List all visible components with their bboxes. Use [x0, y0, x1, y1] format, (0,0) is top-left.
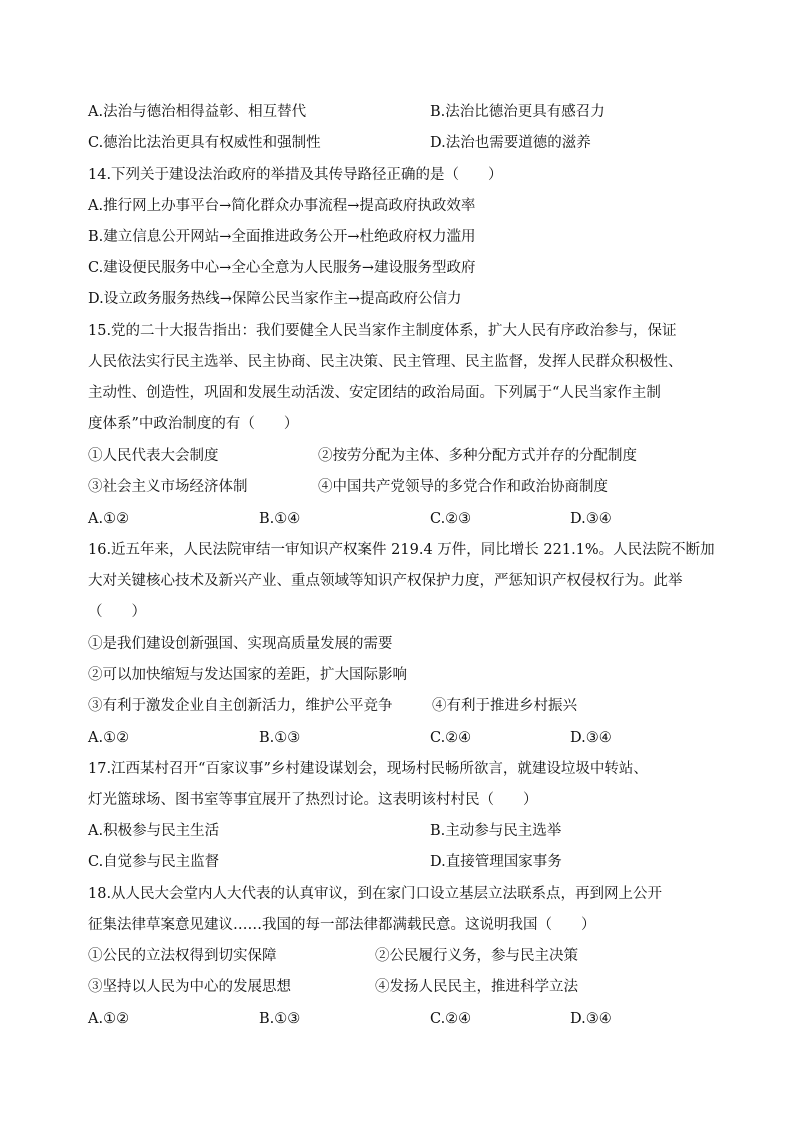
q15-option-c: C.②③ [430, 511, 472, 527]
q16-option-a: A.①② [88, 730, 130, 746]
q16-stem-line: 16.近五年来，人民法院审结一审知识产权案件 219.4 万件，同比增长 221.1%。人民法院不断加 [88, 542, 715, 558]
q15-stem-line: 主动性、创造性，巩固和发展生动活泼、安定团结的政治局面。下列属于“人民当家作主制 [88, 385, 661, 401]
q17-option-b: B.主动参与民主选举 [430, 823, 562, 839]
q15-item-1: ①人民代表大会制度 [88, 448, 219, 464]
q15-option-b: B.①④ [259, 511, 301, 527]
q15-item-2: ②按劳分配为主体、多种分配方式并存的分配制度 [318, 448, 637, 464]
q16-item-3: ③有利于激发企业自主创新活力，维护公平竞争 [88, 698, 393, 714]
q18-item-4: ④发扬人民民主，推进科学立法 [375, 979, 578, 995]
q16-item-2: ②可以加快缩短与发达国家的差距，扩大国际影响 [88, 667, 407, 683]
q17-option-c: C.自觉参与民主监督 [88, 854, 220, 870]
q18-stem-line: 征集法律草案意见建议……我国的每一部法律都满载民意。这说明我国（ ） [88, 917, 596, 933]
q18-option-d: D.③④ [570, 1011, 612, 1027]
q18-option-c: C.②④ [430, 1011, 472, 1027]
q15-option-a: A.①② [88, 511, 130, 527]
q15-item-4: ④中国共产党领导的多党合作和政治协商制度 [318, 479, 608, 495]
q16-stem-line: （ ） [88, 604, 146, 620]
q18-item-3: ③坚持以人民为中心的发展思想 [88, 979, 291, 995]
q13-option-b: B.法治比德治更具有感召力 [430, 104, 605, 120]
q15-option-d: D.③④ [570, 511, 612, 527]
q14-stem: 14.下列关于建设法治政府的举措及其传导路径正确的是（ ） [88, 167, 503, 183]
q18-option-b: B.①③ [259, 1011, 301, 1027]
q14-option-c: C.建设便民服务中心→全心全意为人民服务→建设服务型政府 [88, 260, 476, 276]
q16-option-b: B.①③ [259, 730, 301, 746]
q18-option-a: A.①② [88, 1011, 130, 1027]
q16-item-4: ④有利于推进乡村振兴 [432, 698, 577, 714]
q15-item-3: ③社会主义市场经济体制 [88, 479, 248, 495]
q16-option-d: D.③④ [570, 730, 612, 746]
q13-option-c: C.德治比法治更具有权威性和强制性 [88, 135, 321, 151]
q17-option-a: A.积极参与民主生活 [88, 823, 220, 839]
q18-stem-line: 18.从人民大会堂内人大代表的认真审议，到在家门口设立基层立法联系点，再到网上公开 [88, 886, 663, 902]
q13-option-d: D.法治也需要道德的滋养 [430, 135, 591, 151]
q15-stem-line: 15.党的二十大报告指出：我们要健全人民当家作主制度体系，扩大人民有序政治参与，保证 [88, 323, 677, 339]
q15-stem-line: 人民依法实行民主选举、民主协商、民主决策、民主管理、民主监督，发挥人民群众积极性、 [88, 354, 683, 370]
q16-stem-line: 大对关键核心技术及新兴产业、重点领域等知识产权保护力度，严惩知识产权侵权行为。此举 [88, 573, 683, 589]
q15-stem-line: 度体系”中政治制度的有（ ） [88, 416, 299, 432]
q14-option-a: A.推行网上办事平台→简化群众办事流程→提高政府执政效率 [88, 198, 476, 214]
q14-option-b: B.建立信息公开网站→全面推进政务公开→杜绝政府权力滥用 [88, 229, 476, 245]
q16-option-c: C.②④ [430, 730, 472, 746]
q14-option-d: D.设立政务服务热线→保障公民当家作主→提高政府公信力 [88, 291, 462, 307]
q16-item-1: ①是我们建设创新强国、实现高质量发展的需要 [88, 636, 393, 652]
q17-option-d: D.直接管理国家事务 [430, 854, 562, 870]
q17-stem-line: 灯光篮球场、图书室等事宜展开了热烈讨论。这表明该村村民（ ） [88, 792, 538, 808]
q13-option-a: A.法治与德治相得益彰、相互替代 [88, 104, 307, 120]
q18-item-2: ②公民履行义务，参与民主决策 [375, 948, 578, 964]
q17-stem-line: 17.江西某村召开“百家议事”乡村建设谋划会，现场村民畅所欲言，就建设垃圾中转站、 [88, 761, 648, 777]
q18-item-1: ①公民的立法权得到切实保障 [88, 948, 277, 964]
